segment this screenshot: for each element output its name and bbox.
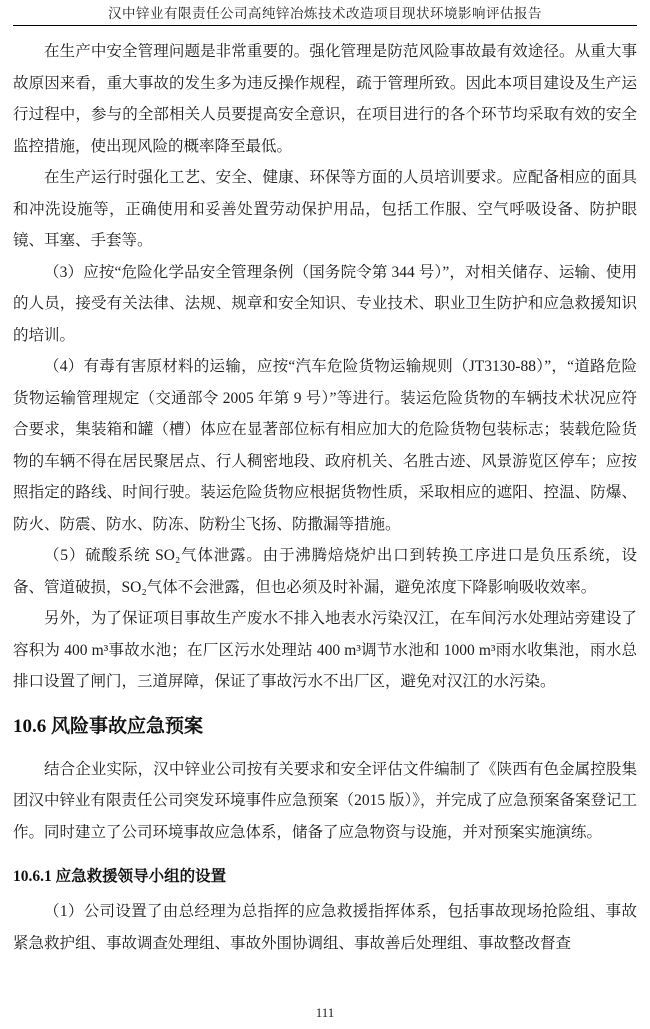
para-so2-leakage: （5）硫酸系统 SO₂气体泄露。由于沸腾焙烧炉出口到转换工序进口是负压系统，设备、管道破损，SO₂气体不会泄露，但也必须及时补漏，避免浓度下降影响吸收效率。 [13,547,637,596]
para-transport-regulation: （4）有毒有害原材料的运输，应按“汽车危险货物运输规则（JT3130-88）”，“道路危险货物运输管理规定（交通部令 2005 年第 9 号）”等进行。装运危险货物的车辆技术状况应符合要求，集装箱和罐（槽）体应在显著部位标有相应加大的危险货物包装标志；装载危险货物的车辆不得在居民聚居点、行人稠密地段、政府机关、名胜古迹、风景游览区停车；应按照指定的路线、时间行驶。装运危险货物应根据货物性质，采取相应的遮阳、控温、防爆、防火、防震、防水、防冻、防粉尘飞扬、防撒漏等措施。 [13,358,637,533]
para-rescue-teams: （1）公司设置了由总经理为总指挥的应急救援指挥体系，包括事故现场抢险组、事故紧急救护组、事故调查处理组、事故外围协调组、事故善后处理组、事故整改督查 [13,903,637,952]
para-safety-management: 在生产中安全管理问题是非常重要的。强化管理是防范风险事故最有效途径。从重大事故原因来看，重大事故的发生多为违反操作规程，疏于管理所致。因此本项目建设及生产运行过程中，参与的全部相关人员要提高安全意识，在项目进行的各个环节均采取有效的安全监控措施，使出现风险的概率降至最低。 [13,43,637,155]
para-emergency-plan: 结合企业实际，汉中锌业公司按有关要求和安全评估文件编制了《陕西有色金属控股集团汉中锌业有限责任公司突发环境事件应急预案（2015 版）》，并完成了应急预案备案登记工作。同时建立了公司环境事故应急体系，储备了应急物资与设施，并对预案实施演练。 [13,760,637,841]
page-header-title: 汉中锌业有限责任公司高纯锌冶炼技术改造项目现状环境影响评估报告 [108,6,542,21]
section-heading-10-6-1: 10.6.1 应急救援领导小组的设置 [13,868,227,885]
para-accident-wastewater: 另外，为了保证项目事故生产废水不排入地表水污染汉江，在车间污水处理站旁建设了容积为 400 m³事故水池；在厂区污水处理站 400 m³调节水池和 1000 m³雨水收集池，雨水总排口设置了闸门，三道屏障，保证了事故污水不出厂区，避免对汉江的水污染。 [13,610,637,690]
page-number: 111 [315,1005,335,1020]
para-hazchem-regulation: （3）应按“危险化学品安全管理条例（国务院令第 344 号）”，对相关储存、运输、使用的人员，接受有关法律、法规、规章和安全知识、专业技术、职业卫生防护和应急救援知识的培训。 [13,263,637,344]
header-divider [13,25,637,26]
para-training-requirements: 在生产运行时强化工艺、安全、健康、环保等方面的人员培训要求。应配备相应的面具和冲洗设施等，正确使用和妥善处置劳动保护用品，包括工作服、空气呼吸设备、防护眼镜、耳塞、手套等。 [13,169,637,249]
document-body [13,36,637,959]
section-heading-10-6: 10.6 风险事故应急预案 [13,715,204,737]
